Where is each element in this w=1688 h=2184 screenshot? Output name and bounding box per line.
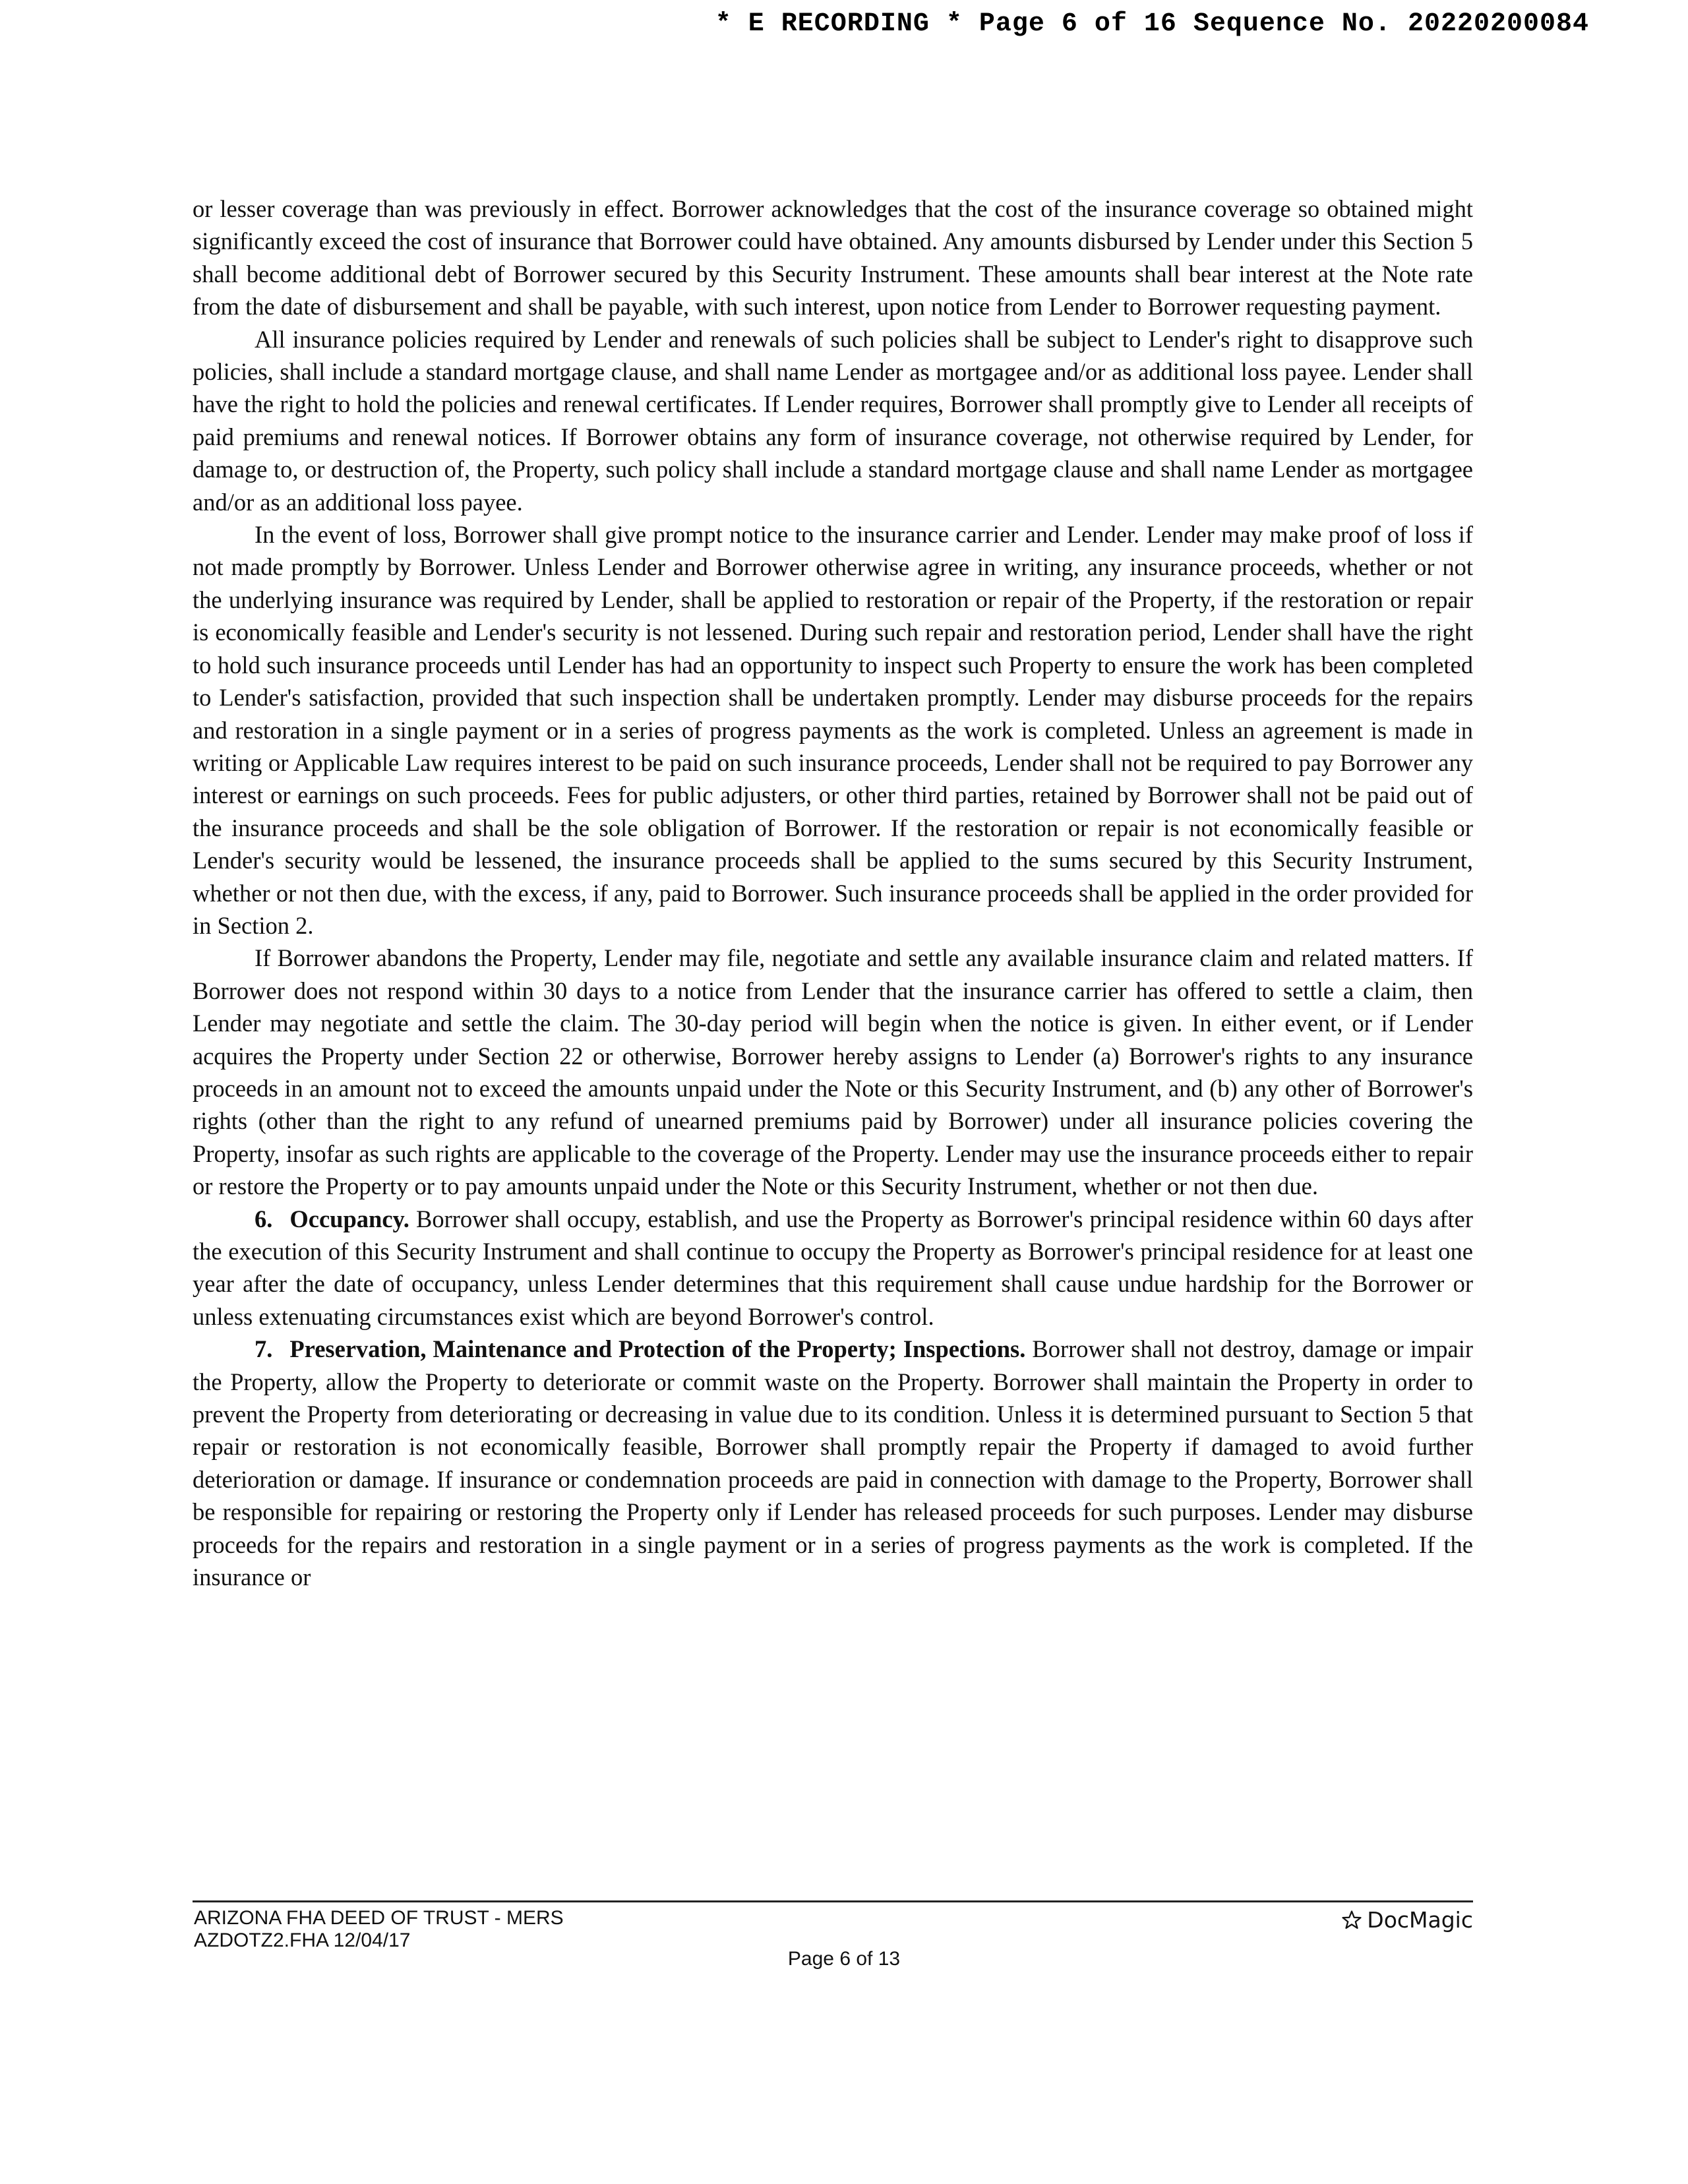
footer-form-info: [194, 1907, 564, 1952]
paragraph-event-of-loss: In the event of loss, Borrower shall give prompt notice to the insurance carrier and Lender. Lender may make proof of loss if not made promptly by Borrower. Unless Lender and Borrower otherwise agree in writing, any insurance proceeds, whether or not the underlying insurance was required by Lender, shall be applied to restoration or repair of the Property, if the restoration or repair is economically feasible and Lender's security is not lessened. During such repair and restoration period, Lender shall have the right to hold such insurance proceeds until Lender has had an opportunity to inspect such Property to ensure the work has been completed to Lender's satisfaction, provided that such inspection shall be undertaken promptly. Lender may disburse proceeds for the repairs and restoration in a single payment or in a series of progress payments as the work is completed. Unless an agreement is made in writing or Applicable Law requires interest to be paid on such insurance proceeds, Lender shall not be required to pay Borrower any interest or earnings on such proceeds. Fees for public adjusters, or other third parties, retained by Borrower shall not be paid out of the insurance proceeds and shall be the sole obligation of Borrower. If the restoration or repair is not economically feasible or Lender's security would be lessened, the insurance proceeds shall be applied to the sums secured by this Security Instrument, whether or not then due, with the excess, if any, paid to Borrower. Such insurance proceeds shall be applied in the order provided for in Section 2.: [193, 521, 1473, 939]
form-title: ARIZONA FHA DEED OF TRUST - MERS: [194, 1907, 564, 1929]
recording-stamp: * E RECORDING * Page 6 of 16 Sequence No. 20220200084: [715, 9, 1589, 39]
section-7-text: Borrower shall not destroy, damage or impair the Property, allow the Property to deteriorate or commit waste on the Property. Borrower shall maintain the Property in order to prevent the Property from deteriorating or decreasing in value due to its condition. Unless it is determined pursuant to Section 5 that repair or restoration is not economically feasible, Borrower shall promptly repair the Property if damaged to avoid further deterioration or damage. If insurance or condemnation proceeds are paid in connection with damage to the Property, Borrower shall be responsible for repairing or restoring the Property only if Lender has released proceeds for such purposes. Lender may disburse proceeds for the repairs and restoration in a single payment or in a series of progress payments as the work is completed. If the insurance or: [193, 1335, 1474, 1591]
section-7-preservation: [193, 1333, 1473, 1593]
section-6-number: 6.: [255, 1205, 273, 1232]
page-number: Page 6 of 13: [787, 1948, 901, 1970]
section-7-title: Preservation, Maintenance and Protection of the Property; Inspections.: [289, 1335, 1026, 1363]
star-outline-icon: [1341, 1909, 1363, 1931]
document-body: [193, 193, 1473, 1593]
paragraph-insurance-policies: All insurance policies required by Lender and renewals of such policies shall be subject to Lender's right to disapprove such policies, shall include a standard mortgage clause, and shall name Lender as mortgagee and/or as additional loss payee. Lender shall have the right to hold the policies and renewal certificates. If Lender requires, Borrower shall promptly give to Lender all receipts of paid premiums and renewal notices. If Borrower obtains any form of insurance coverage, not otherwise required by Lender, for damage to, or destruction of, the Property, such policy shall include a standard mortgage clause and shall name Lender as mortgagee and/or as an additional loss payee.: [193, 325, 1473, 516]
section-7-number: 7.: [255, 1335, 273, 1363]
form-code: AZDOTZ2.FHA 12/04/17: [194, 1929, 411, 1951]
logo-text: DocMagic: [1367, 1907, 1473, 1933]
footer-divider: [193, 1900, 1473, 1902]
paragraph-insurance-cost: or lesser coverage than was previously in effect. Borrower acknowledges that the cost of the insurance coverage so obtained might significantly exceed the cost of insurance that Borrower could have obtained. Any amounts disbursed by Lender under this Section 5 shall become additional debt of Borrower secured by this Security Instrument. These amounts shall bear interest at the Note rate from the date of disbursement and shall be payable, with such interest, upon notice from Lender to Borrower requesting payment.: [193, 195, 1473, 320]
section-6-title: Occupancy.: [289, 1205, 409, 1232]
section-6-text: Borrower shall occupy, establish, and use the Property as Borrower's principal residence within 60 days after the execution of this Security Instrument and shall continue to occupy the Property as Borrower's principal residence for at least one year after the date of occupancy, unless Lender determines that this requirement shall cause undue hardship for the Borrower or unless extenuating circumstances exist which are beyond Borrower's control.: [193, 1205, 1473, 1330]
paragraph-abandonment: If Borrower abandons the Property, Lender may file, negotiate and settle any available insurance claim and related matters. If Borrower does not respond within 30 days to a notice from Lender that the insurance carrier has offered to settle a claim, then Lender may negotiate and settle the claim. The 30-day period will begin when the notice is given. In either event, or if Lender acquires the Property under Section 22 or otherwise, Borrower hereby assigns to Lender (a) Borrower's rights to any insurance proceeds in an amount not to exceed the amounts unpaid under the Note or this Security Instrument, and (b) any other of Borrower's rights (other than the right to any refund of unearned premiums paid by Borrower) under all insurance policies covering the Property, insofar as such rights are applicable to the coverage of the Property. Lender may use the insurance proceeds either to repair or restore the Property or to pay amounts unpaid under the Note or this Security Instrument, whether or not then due.: [193, 944, 1473, 1200]
docmagic-logo: [1341, 1907, 1473, 1933]
section-6-occupancy: [193, 1203, 1473, 1333]
